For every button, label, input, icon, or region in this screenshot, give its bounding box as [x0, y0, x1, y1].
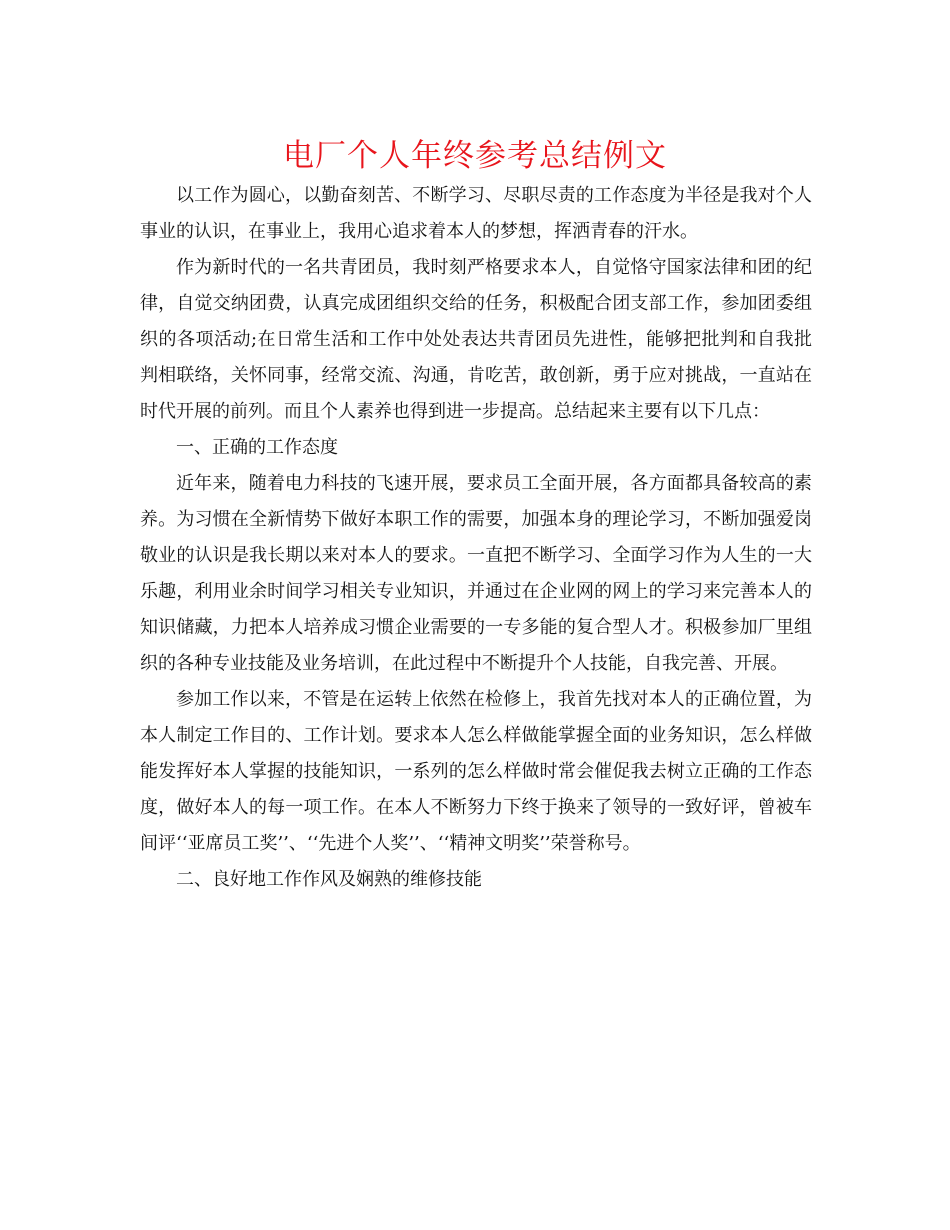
section-heading-2: 二、良好地工作作风及娴熟的维修技能 — [176, 869, 482, 890]
section-heading-1: 一、正确的工作态度 — [176, 437, 338, 458]
paragraph-work-goals: 参加工作以来，不管是在运转上依然在检修上，我首先找对本人的正确位置，为本人制定工作目的、工作计划。要求本人怎么样做能掌握全面的业务知识，怎么样做能发挥好本人掌握的技能知识，一系列的怎么样做时常会催促我去树立正确的工作态度，做好本人的每一项工作。在本人不断努力下终于换来了领导的一致好评，曾被车间评‘‘亚席员工奖’’、‘‘先进个人奖’’、‘‘精神文明奖’’荣誉称号。 — [140, 689, 812, 854]
paragraph-league-member: 作为新时代的一名共青团员，我时刻严格要求本人，自觉恪守国家法律和团的纪律，自觉交纳团费，认真完成团组织交给的任务，积极配合团支部工作，参加团委组织的各项活动;在日常生活和工作中处处表达共青团员先进性，能够把批判和自我批判相联络，关怀同事，经常交流、沟通，肯吃苦，敢创新，勇于应对挑战，一直站在时代开展的前列。而且个人素养也得到进一步提高。总结起来主要有以下几点： — [140, 257, 812, 422]
paragraph-intro: 以工作为圆心，以勤奋刻苦、不断学习、尽职尽责的工作态度为半径是我对个人事业的认识，在事业上，我用心追求着本人的梦想，挥洒青春的汗水。 — [140, 185, 812, 242]
document-title: 电厂个人年终参考总结例文 — [283, 138, 667, 174]
paragraph-learning: 近年来，随着电力科技的飞速开展，要求员工全面开展，各方面都具备较高的素养。为习惯在全新情势下做好本职工作的需要，加强本身的理论学习，不断加强爱岗敬业的认识是我长期以来对本人的要求。一直把不断学习、全面学习作为人生的一大乐趣，利用业余时间学习相关专业知识，并通过在企业网的网上的学习来完善本人的知识储藏，力把本人培养成习惯企业需要的一专多能的复合型人才。积极参加厂里组织的各种专业技能及业务培训，在此过程中不断提升个人技能，自我完善、开展。 — [140, 473, 812, 674]
document-body — [140, 178, 812, 898]
